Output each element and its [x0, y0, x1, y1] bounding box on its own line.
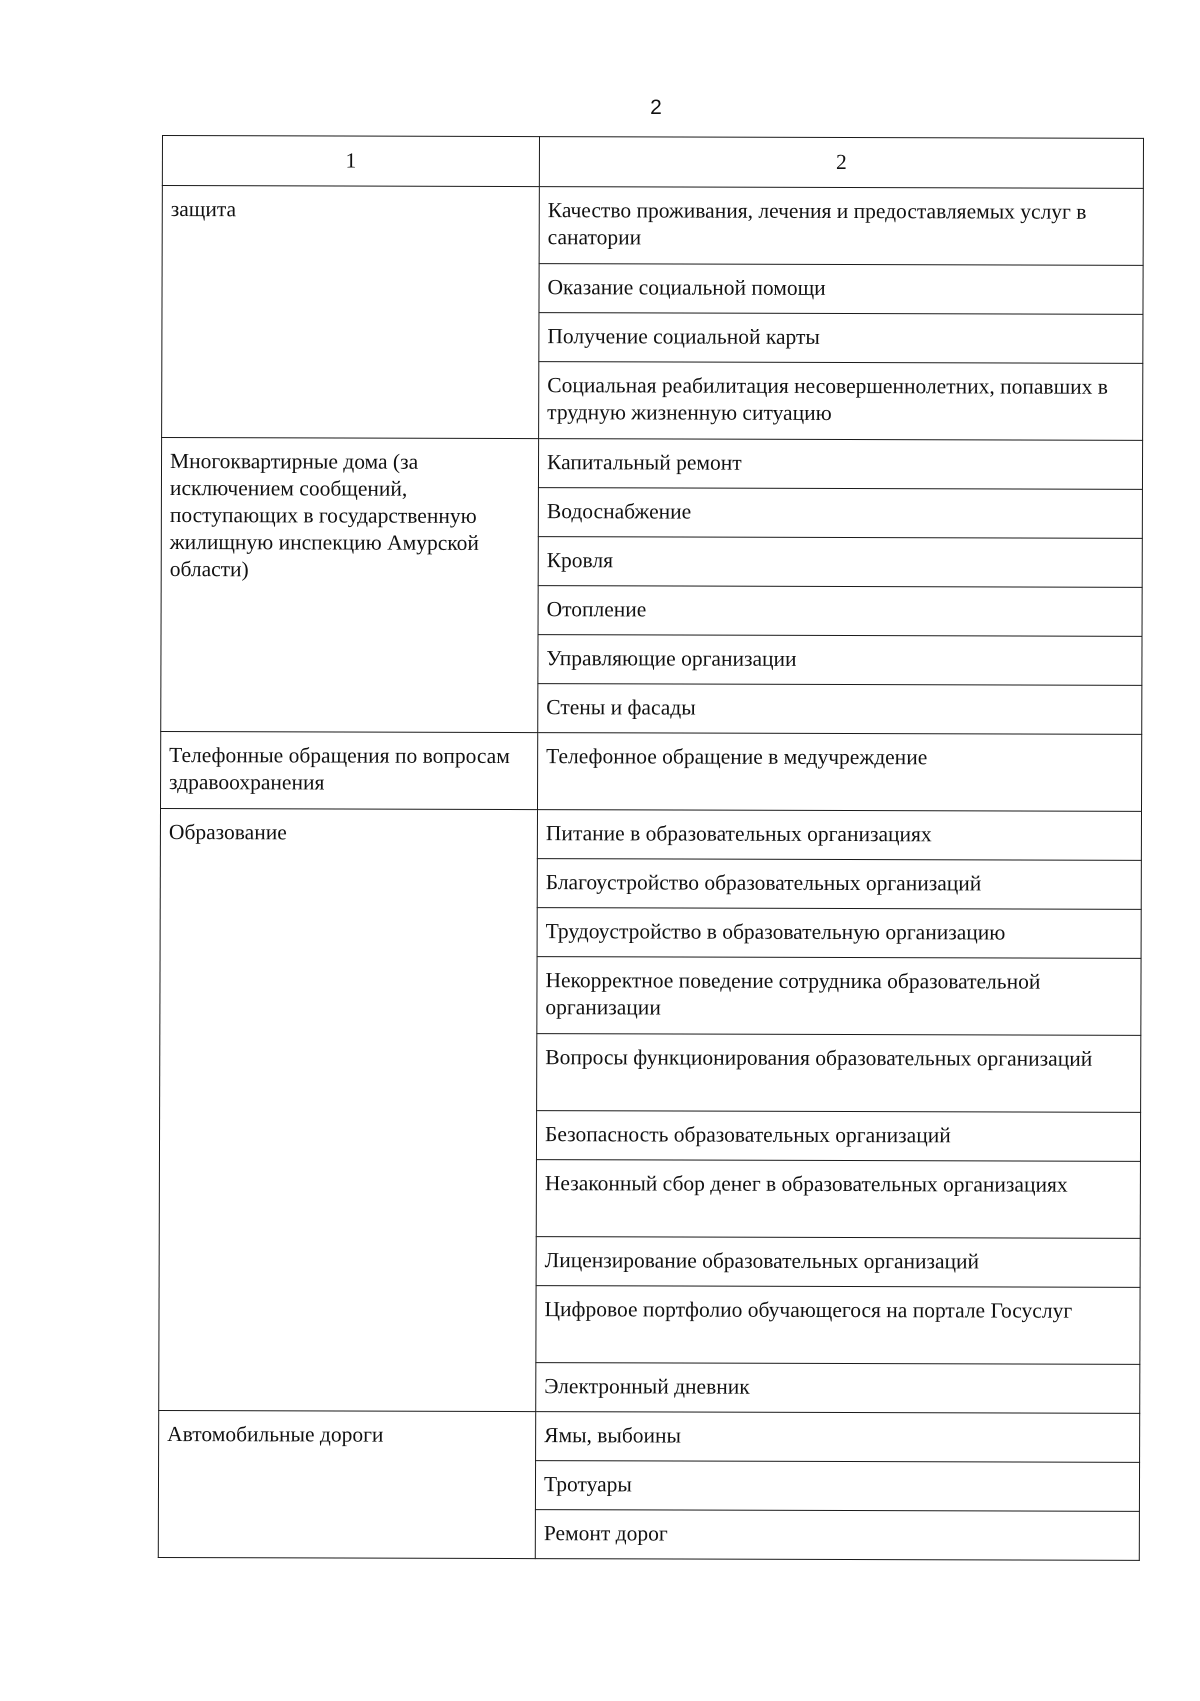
- topic-cell: Незаконный сбор денег в образовательных организациях: [536, 1160, 1140, 1239]
- page-number: 2: [650, 96, 662, 119]
- topic-cell: Отопление: [538, 586, 1142, 637]
- topic-cell: Оказание социальной помощи: [539, 264, 1143, 315]
- topic-cell: Лицензирование образовательных организаций: [536, 1237, 1140, 1288]
- table-header-row: [162, 136, 1143, 189]
- table-row: [161, 438, 1142, 490]
- topic-cell: Трудоустройство в образовательную организацию: [537, 908, 1141, 959]
- table-row: [159, 1410, 1140, 1462]
- topic-cell: Кровля: [538, 537, 1142, 588]
- topic-cell: Водоснабжение: [538, 488, 1142, 539]
- topic-cell: Качество проживания, лечения и предоставляемых услуг в санатории: [539, 187, 1143, 266]
- topic-cell: Управляющие организации: [538, 635, 1142, 686]
- category-cell: Образование: [159, 808, 538, 1411]
- topic-cell: Ремонт дорог: [535, 1510, 1139, 1561]
- topic-cell: Ямы, выбоины: [536, 1412, 1140, 1463]
- column-header-1: 1: [162, 136, 539, 187]
- topic-cell: Безопасность образовательных организаций: [536, 1111, 1140, 1162]
- topic-cell: Электронный дневник: [536, 1363, 1140, 1414]
- topic-cell: Некорректное поведение сотрудника образовательной организации: [537, 957, 1141, 1036]
- category-cell: Автомобильные дороги: [158, 1410, 535, 1558]
- topic-cell: Тротуары: [535, 1461, 1139, 1512]
- topic-cell: Цифровое портфолио обучающегося на портале Госуслуг: [536, 1286, 1140, 1365]
- topic-cell: Вопросы функционирования образовательных организаций: [537, 1034, 1141, 1113]
- column-header-2: 2: [539, 137, 1143, 189]
- topic-cell: Стены и фасады: [538, 684, 1142, 735]
- topic-cell: Телефонное обращение в медучреждение: [538, 733, 1142, 812]
- table-row: [161, 731, 1142, 811]
- topic-cell: Благоустройство образовательных организаций: [537, 859, 1141, 910]
- category-cell: Телефонные обращения по вопросам здравоохранения: [161, 731, 538, 809]
- topic-cell: Социальная реабилитация несовершеннолетних, попавших в трудную жизненную ситуацию: [539, 362, 1143, 441]
- topics-table: [158, 135, 1144, 1561]
- table-row: [160, 808, 1141, 860]
- topic-cell: Питание в образовательных организациях: [537, 810, 1141, 861]
- topic-cell: Капитальный ремонт: [538, 439, 1142, 490]
- table-row: [162, 186, 1143, 266]
- topic-cell: Получение социальной карты: [539, 313, 1143, 364]
- category-cell: Многоквартирные дома (за исключением сообщений, поступающих в государственную жилищную инспекцию Амурской области): [161, 438, 539, 733]
- category-cell: защита: [162, 186, 540, 439]
